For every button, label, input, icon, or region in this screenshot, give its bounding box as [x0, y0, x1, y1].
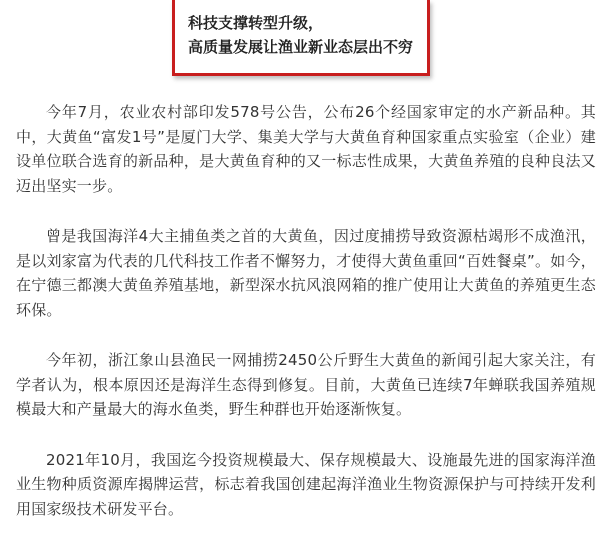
headline-box: [172, 0, 430, 76]
paragraph-4: 2021年10月，我国迄今投资规模最大、保存规模最大、设施最先进的国家海洋渔业生物种质资源库揭牌运营，标志着我国创建起海洋渔业生物资源保护与可持续开发利用国家级技术研发平台。: [16, 450, 596, 518]
paragraph-2: 曾是我国海洋4大主捕鱼类之首的大黄鱼，因过度捕捞导致资源枯竭形不成渔汛，是以刘家富为代表的几代科技工作者不懈努力，才使得大黄鱼重回“百姓餐桌”。如今，在宁德三都澳大黄鱼养殖基地，新型深水抗风浪网箱的推广使用让大黄鱼的养殖更生态环保。: [16, 227, 596, 319]
paragraph-1: 今年7月，农业农村部印发578号公告，公布26个经国家审定的水产新品种。其中，大黄鱼“富发1号”是厦门大学、集美大学与大黄鱼育种国家重点实验室（企业）建设单位联合选育的新品种，是大黄鱼育种的又一标志性成果，大黄鱼养殖的良种良法又迈出坚实一步。: [16, 103, 596, 195]
paragraph-3: 今年初，浙江象山县渔民一网捕捞2450公斤野生大黄鱼的新闻引起大家关注，有学者认为，根本原因还是海洋生态得到修复。目前，大黄鱼已连续7年蝉联我国养殖规模最大和产量最大的海水鱼类，野生种群也开始逐渐恢复。: [16, 351, 596, 418]
headline-line-2: 高质量发展让渔业新业态层出不穷: [188, 38, 414, 56]
headline-line-1: 科技支撑转型升级，: [188, 14, 324, 32]
article-body: [16, 100, 596, 547]
